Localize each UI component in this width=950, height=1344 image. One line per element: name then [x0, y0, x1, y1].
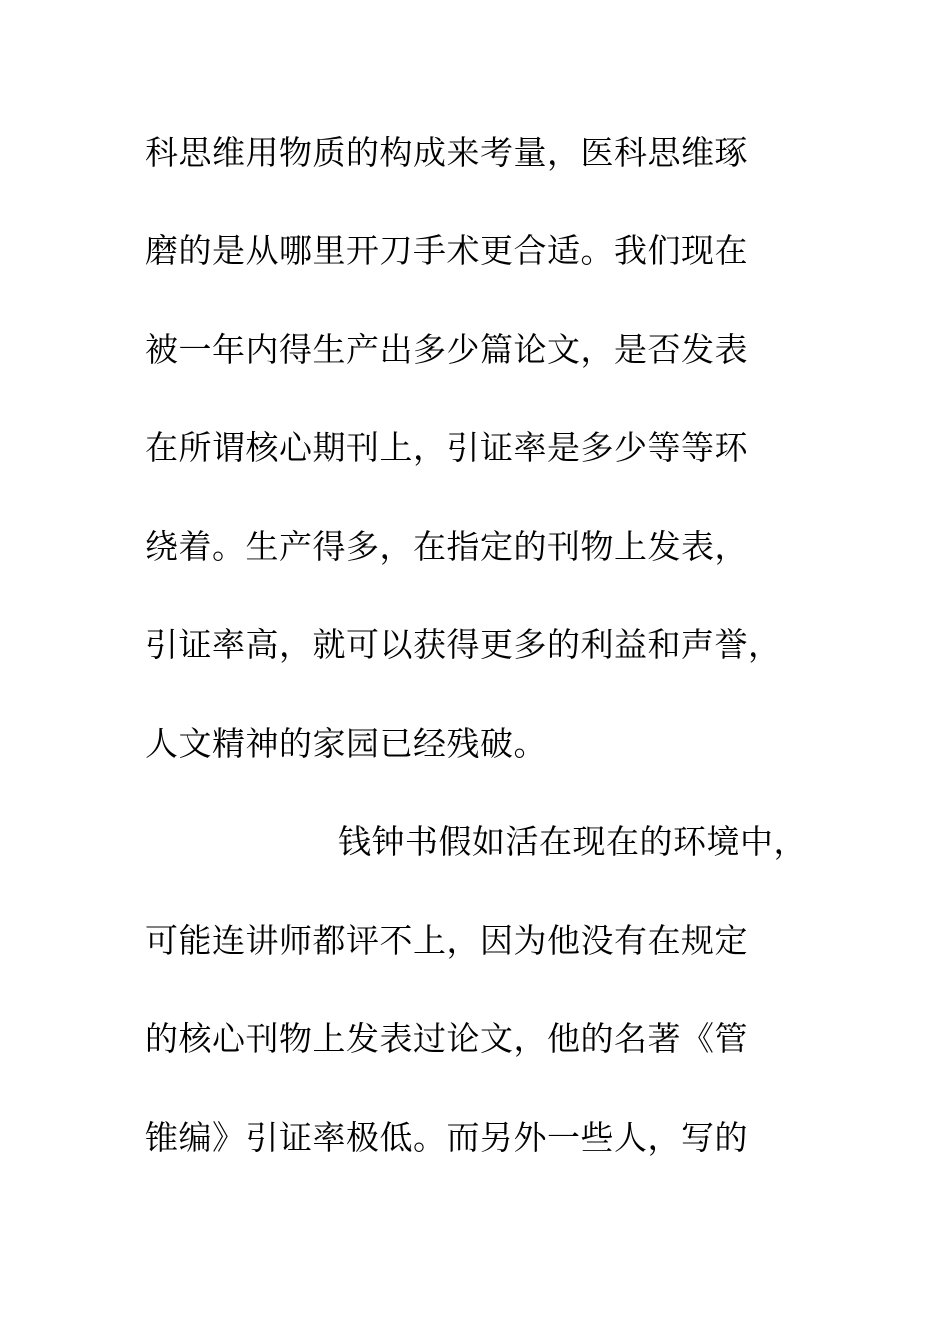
text-line: 锥编》引证率极低。而另外一些人，写的	[145, 1118, 748, 1157]
text-line: 可能连讲师都评不上，因为他没有在规定	[145, 921, 748, 960]
text-line: 引证率高，就可以获得更多的利益和声誉，	[145, 625, 782, 664]
text-line: 人文精神的家园已经残破。	[145, 724, 547, 763]
text-line: 绕着。生产得多，在指定的刊物上发表，	[145, 527, 748, 566]
text-line: 的核心刊物上发表过论文，他的名著《管	[145, 1019, 748, 1058]
text-line: 被一年内得生产出多少篇论文，是否发表	[145, 330, 748, 369]
text-line: 磨的是从哪里开刀手术更合适。我们现在	[145, 231, 748, 270]
text-line: 科思维用物质的构成来考量，医科思维琢	[145, 133, 748, 172]
paragraph-start-line: 钱钟书假如活在现在的环境中，	[338, 822, 807, 861]
text-line: 在所谓核心期刊上，引证率是多少等等环	[145, 428, 748, 467]
